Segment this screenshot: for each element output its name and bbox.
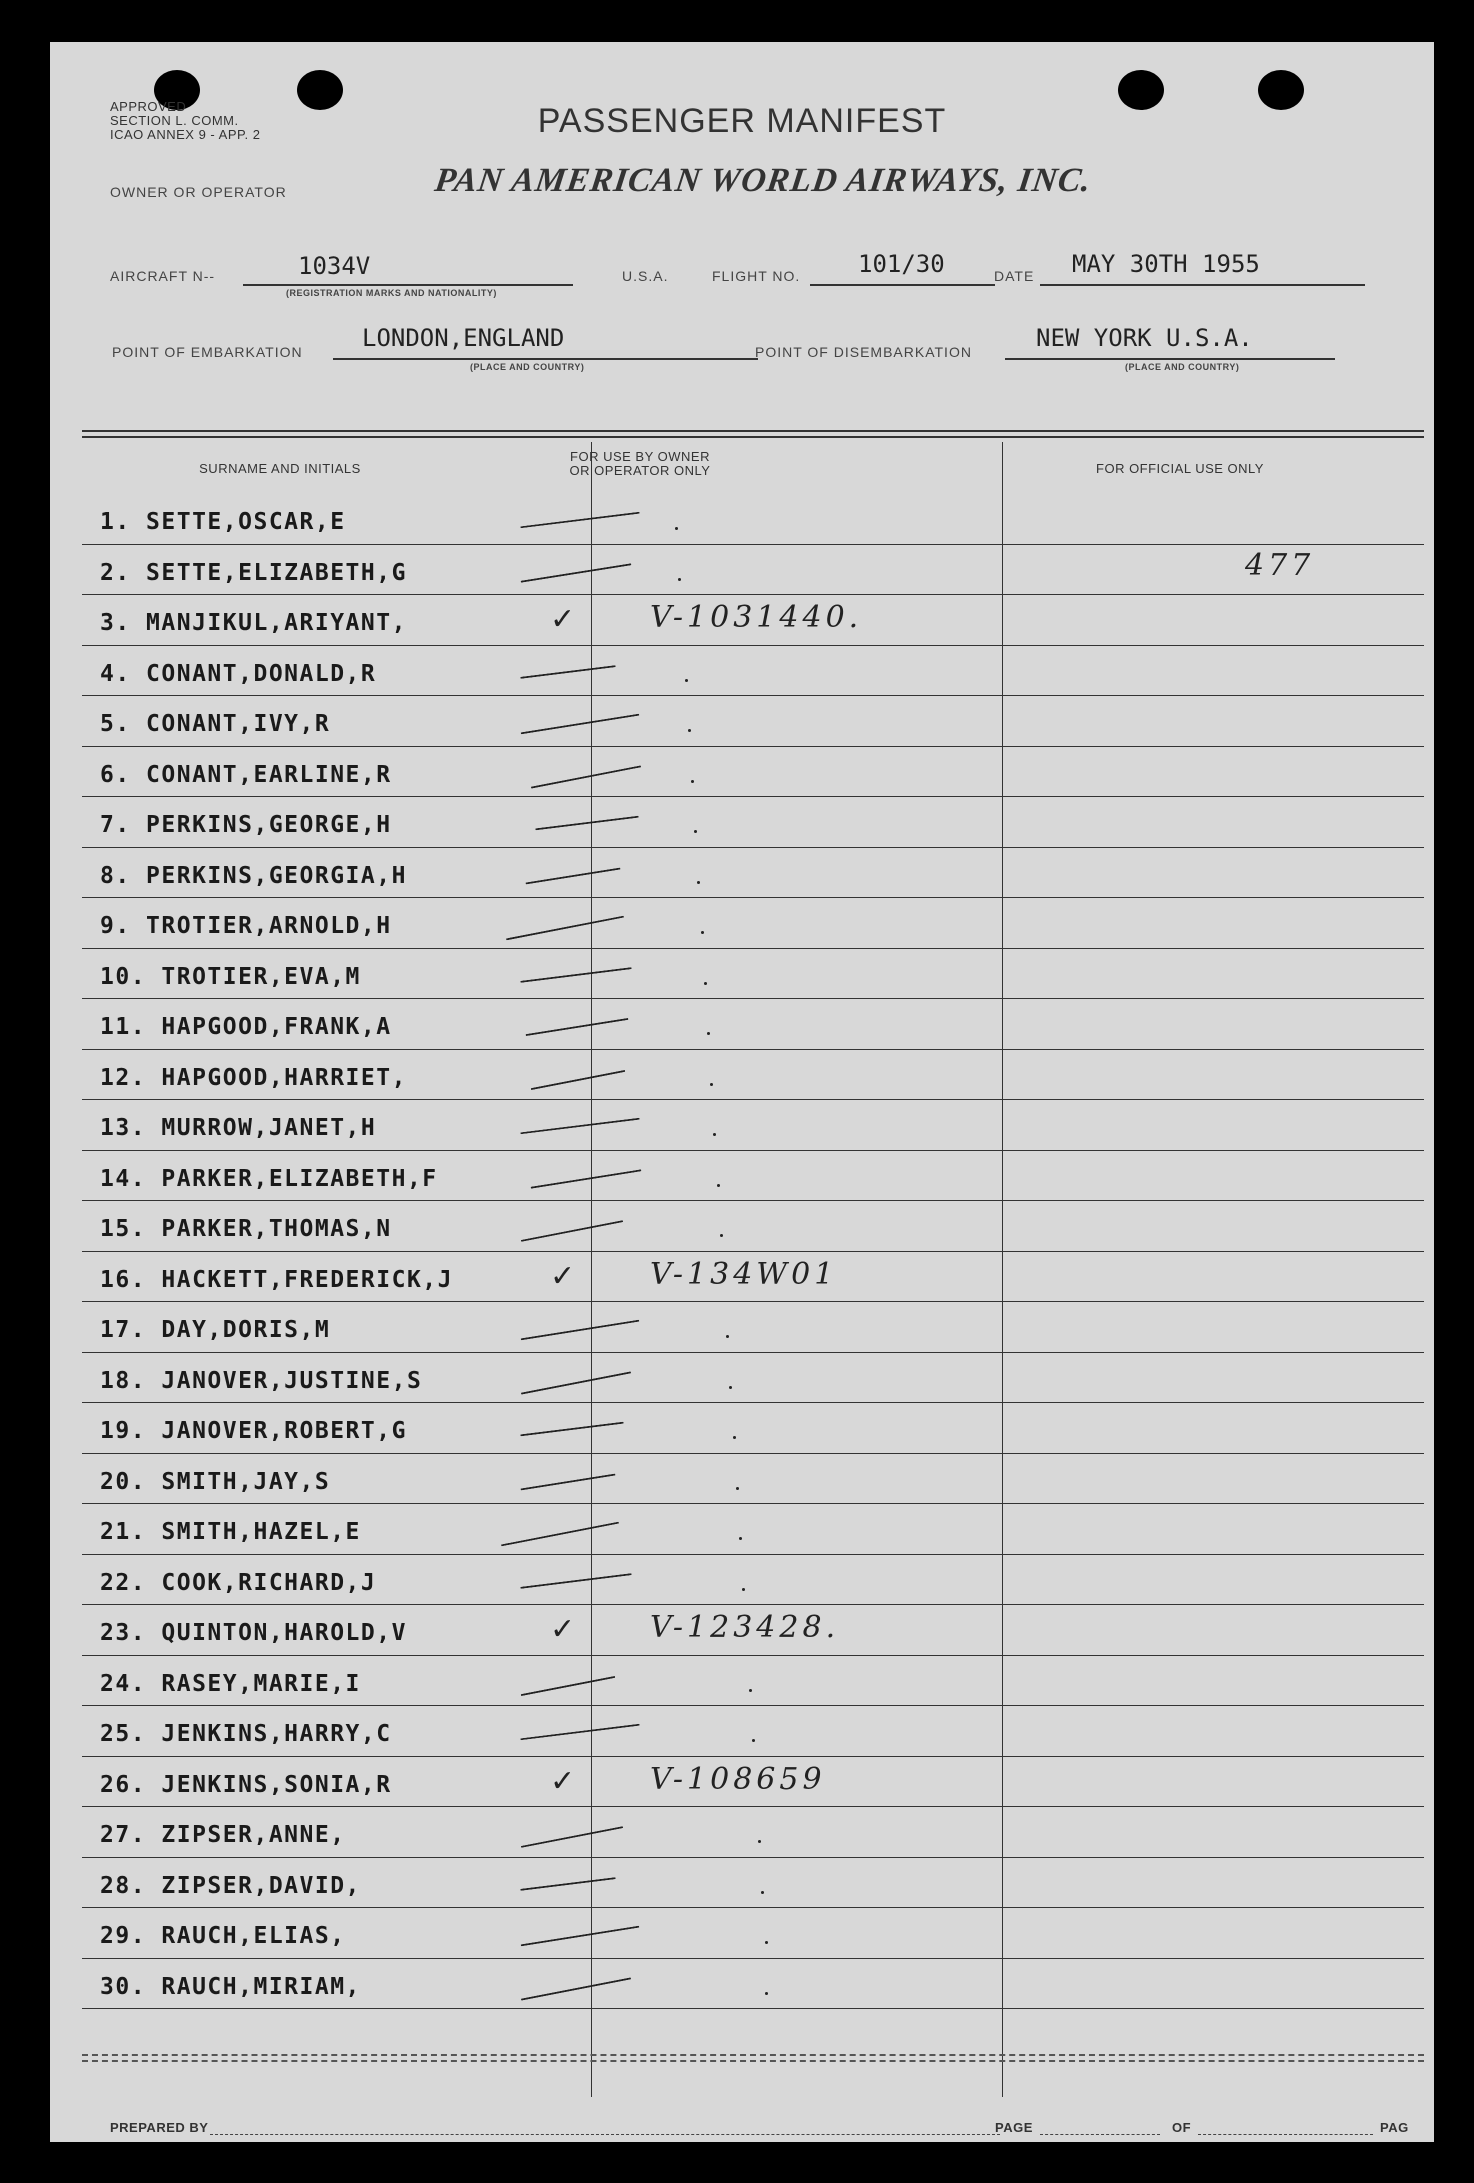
row-rule xyxy=(82,847,1424,848)
handwritten-dash xyxy=(521,1320,640,1341)
handwritten-dash xyxy=(521,1826,623,1848)
manifest-sheet xyxy=(50,42,1434,2142)
pencil-dot xyxy=(704,982,707,985)
handwritten-dash xyxy=(521,1926,640,1947)
handwritten-dash xyxy=(531,765,641,788)
pencil-dot xyxy=(758,1840,761,1843)
passenger-entry: 28. ZIPSER,DAVID, xyxy=(100,1872,361,1899)
of-label: OF xyxy=(1172,2120,1192,2135)
passenger-entry: 4. CONANT,DONALD,R xyxy=(100,660,377,687)
table-top-rule xyxy=(82,430,1424,432)
handwritten-dash xyxy=(520,512,639,529)
passenger-entry: 27. ZIPSER,ANNE, xyxy=(100,1822,346,1848)
passenger-entry: 21. SMITH,HAZEL,E xyxy=(100,1519,361,1545)
row-rule xyxy=(82,1099,1424,1100)
visa-number-note: V-134W01 xyxy=(650,1256,838,1292)
row-rule xyxy=(82,2008,1424,2009)
row-rule xyxy=(82,695,1424,696)
pencil-dot xyxy=(761,1891,764,1894)
pencil-dot xyxy=(697,881,700,884)
pencil-dot xyxy=(726,1335,729,1338)
passenger-entry: 23. QUINTON,HAROLD,V xyxy=(100,1620,407,1646)
passenger-entry: 9. TROTIER,ARNOLD,H xyxy=(100,913,392,939)
check-mark-icon: ✓ xyxy=(550,602,576,637)
row-rule xyxy=(82,897,1424,898)
row-rule xyxy=(82,1756,1424,1757)
page-title: PASSENGER MANIFEST xyxy=(537,102,947,140)
row-rule xyxy=(82,746,1424,747)
country-label: U.S.A. xyxy=(622,268,669,284)
passenger-entry: 25. JENKINS,HARRY,C xyxy=(100,1721,392,1747)
row-rule xyxy=(82,1554,1424,1555)
embark-value: LONDON,ENGLAND xyxy=(362,324,565,352)
pencil-dot xyxy=(717,1184,720,1187)
row-rule xyxy=(82,1251,1424,1252)
handwritten-dash xyxy=(521,563,632,582)
passenger-entry: 11. HAPGOOD,FRANK,A xyxy=(100,1014,392,1040)
pencil-dot xyxy=(720,1234,723,1237)
row-rule xyxy=(82,594,1424,595)
row-rule xyxy=(82,1049,1424,1050)
official-column-header: FOR OFFICIAL USE ONLY xyxy=(1096,461,1264,476)
owner-use-line: OR OPERATOR ONLY xyxy=(569,463,711,478)
date-underline xyxy=(1040,284,1365,286)
row-rule xyxy=(82,1503,1424,1504)
passenger-entry: 6. CONANT,EARLINE,R xyxy=(100,761,392,788)
handwritten-dash xyxy=(525,867,620,884)
pencil-dot xyxy=(694,830,697,833)
check-mark-icon: ✓ xyxy=(550,1612,576,1647)
visa-number-note: V-108659 xyxy=(650,1761,826,1797)
table-bottom-rule xyxy=(82,2054,1424,2056)
date-value: MAY 30TH 1955 xyxy=(1072,250,1260,278)
row-rule xyxy=(82,1705,1424,1706)
handwritten-dash xyxy=(520,1118,639,1135)
official-note: 477 xyxy=(1245,547,1315,583)
aircraft-sublabel: (REGISTRATION MARKS AND NATIONALITY) xyxy=(286,288,497,298)
handwritten-dash xyxy=(525,1018,628,1036)
pencil-dot xyxy=(736,1487,739,1490)
handwritten-dash xyxy=(531,1069,626,1089)
pencil-dot xyxy=(739,1537,742,1540)
page-underline xyxy=(1040,2134,1160,2135)
embark-label: POINT OF EMBARKATION xyxy=(112,344,303,360)
passenger-entry: 12. HAPGOOD,HARRIET, xyxy=(100,1064,407,1091)
handwritten-dash xyxy=(520,665,616,679)
row-rule xyxy=(82,1806,1424,1807)
row-rule xyxy=(82,1958,1424,1959)
of-underline xyxy=(1198,2134,1373,2135)
disembark-sublabel: (PLACE AND COUNTRY) xyxy=(1125,362,1240,372)
column-divider xyxy=(591,442,592,2097)
pencil-dot xyxy=(752,1739,755,1742)
passenger-entry: 15. PARKER,THOMAS,N xyxy=(100,1216,392,1242)
passenger-entry: 14. PARKER,ELIZABETH,F xyxy=(100,1165,438,1192)
passenger-entry: 10. TROTIER,EVA,M xyxy=(100,963,361,990)
row-rule xyxy=(82,1301,1424,1302)
pag-label: PAG xyxy=(1380,2120,1409,2135)
handwritten-dash xyxy=(520,1877,616,1891)
column-divider xyxy=(1002,442,1003,2097)
table-top-rule xyxy=(82,436,1424,438)
pencil-dot xyxy=(685,679,688,682)
passenger-entry: 5. CONANT,IVY,R xyxy=(100,711,331,737)
approval-line: ICAO ANNEX 9 - APP. 2 xyxy=(110,127,261,142)
row-rule xyxy=(82,1150,1424,1151)
handwritten-dash xyxy=(520,1473,615,1490)
disembark-label: POINT OF DISEMBARKATION xyxy=(755,344,972,360)
row-rule xyxy=(82,1907,1424,1908)
handwritten-dash xyxy=(520,1724,639,1741)
date-label: DATE xyxy=(994,268,1035,284)
check-mark-icon: ✓ xyxy=(550,1763,576,1799)
table-bottom-rule xyxy=(82,2060,1424,2062)
passenger-entry: 1. SETTE,OSCAR,E xyxy=(100,509,346,535)
approval-line: APPROVED xyxy=(110,99,187,114)
flight-label: FLIGHT NO. xyxy=(712,268,801,284)
passenger-entry: 20. SMITH,JAY,S xyxy=(100,1468,331,1495)
passenger-entry: 18. JANOVER,JUSTINE,S xyxy=(100,1367,423,1394)
embark-sublabel: (PLACE AND COUNTRY) xyxy=(470,362,585,372)
row-rule xyxy=(82,645,1424,646)
passenger-entry: 3. MANJIKUL,ARIYANT, xyxy=(100,610,407,636)
pencil-dot xyxy=(765,1992,768,1995)
prepared-by-underline xyxy=(210,2134,1000,2135)
row-rule xyxy=(82,1200,1424,1201)
handwritten-dash xyxy=(520,1573,631,1589)
handwritten-dash xyxy=(521,1977,631,2000)
row-rule xyxy=(82,1453,1424,1454)
aircraft-underline xyxy=(243,284,573,286)
prepared-by-label: PREPARED BY xyxy=(110,2120,209,2135)
passenger-entry: 22. COOK,RICHARD,J xyxy=(100,1569,377,1596)
flight-underline xyxy=(810,284,995,286)
owner-use-line: FOR USE BY OWNER xyxy=(570,449,710,464)
owner-use-column-header xyxy=(490,450,790,478)
pencil-dot xyxy=(749,1689,752,1692)
passenger-entry: 16. HACKETT,FREDERICK,J xyxy=(100,1266,453,1293)
flight-value: 101/30 xyxy=(858,250,945,278)
row-rule xyxy=(82,1857,1424,1858)
handwritten-dash xyxy=(521,1675,616,1695)
owner-label: OWNER OR OPERATOR xyxy=(110,184,287,200)
pencil-dot xyxy=(729,1386,732,1389)
passenger-entry: 7. PERKINS,GEORGE,H xyxy=(100,812,392,838)
pencil-dot xyxy=(733,1436,736,1439)
aircraft-value: 1034V xyxy=(298,252,371,280)
pencil-dot xyxy=(675,527,678,530)
pencil-dot xyxy=(678,578,681,581)
approval-line: SECTION L. COMM. xyxy=(110,113,239,128)
handwritten-dash xyxy=(535,816,638,831)
handwritten-dash xyxy=(521,1220,623,1242)
pencil-dot xyxy=(701,931,704,934)
check-mark-icon: ✓ xyxy=(550,1258,576,1294)
disembark-underline xyxy=(1005,358,1335,360)
row-rule xyxy=(82,1655,1424,1656)
page-label: PAGE xyxy=(995,2120,1033,2135)
aircraft-label: AIRCRAFT N-- xyxy=(110,268,216,284)
row-rule xyxy=(82,1352,1424,1353)
row-rule xyxy=(82,544,1424,545)
handwritten-dash xyxy=(520,1422,623,1437)
pencil-dot xyxy=(713,1133,716,1136)
handwritten-dash xyxy=(501,1522,619,1547)
passenger-entry: 17. DAY,DORIS,M xyxy=(100,1317,331,1343)
disembark-value: NEW YORK U.S.A. xyxy=(1036,324,1253,352)
handwritten-dash xyxy=(521,1371,631,1394)
passenger-entry: 29. RAUCH,ELIAS, xyxy=(100,1923,346,1949)
row-rule xyxy=(82,998,1424,999)
row-rule xyxy=(82,796,1424,797)
pencil-dot xyxy=(691,780,694,783)
row-rule xyxy=(82,1402,1424,1403)
handwritten-dash xyxy=(506,916,624,941)
pencil-dot xyxy=(710,1083,713,1086)
surname-column-header: SURNAME AND INITIALS xyxy=(199,461,361,476)
handwritten-dash xyxy=(531,1169,642,1188)
passenger-entry: 2. SETTE,ELIZABETH,G xyxy=(100,559,407,586)
passenger-entry: 13. MURROW,JANET,H xyxy=(100,1115,377,1141)
pencil-dot xyxy=(707,1032,710,1035)
pencil-dot xyxy=(688,729,691,732)
owner-value: PAN AMERICAN WORLD AIRWAYS, INC. xyxy=(432,162,1094,199)
passenger-entry: 30. RAUCH,MIRIAM, xyxy=(100,1973,361,2000)
visa-number-note: V-123428. xyxy=(650,1610,840,1645)
passenger-entry: 8. PERKINS,GEORGIA,H xyxy=(100,862,407,889)
handwritten-dash xyxy=(520,967,631,983)
embark-underline xyxy=(333,358,758,360)
row-rule xyxy=(82,1604,1424,1605)
visa-number-note: V-1031440. xyxy=(650,600,863,635)
passenger-entry: 26. JENKINS,SONIA,R xyxy=(100,1771,392,1798)
passenger-entry: 19. JANOVER,ROBERT,G xyxy=(100,1418,407,1444)
row-rule xyxy=(82,948,1424,949)
pencil-dot xyxy=(765,1941,768,1944)
passenger-entry: 24. RASEY,MARIE,I xyxy=(100,1670,361,1697)
pencil-dot xyxy=(742,1588,745,1591)
handwritten-dash xyxy=(521,714,640,735)
